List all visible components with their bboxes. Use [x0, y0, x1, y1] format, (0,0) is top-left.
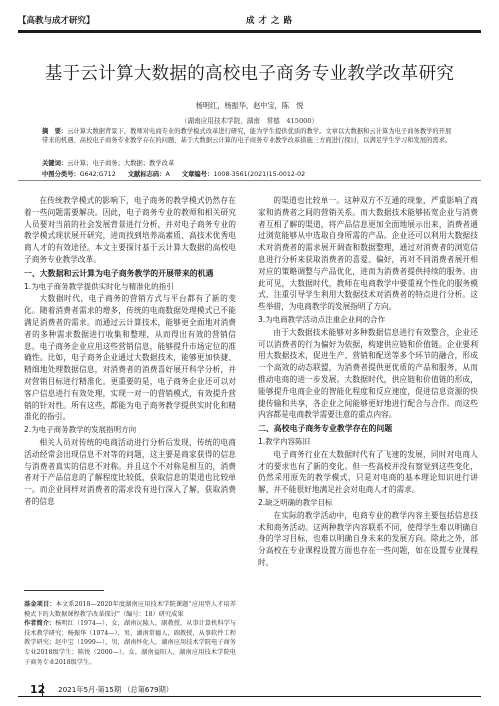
clc-value: G642;G712 [79, 171, 116, 178]
subsection-heading: 3.为电商教学活动点注重企业间的合作 [258, 314, 386, 324]
abstract [42, 127, 452, 146]
issue-info: 2021年5月·第15期 （总第679期） [58, 685, 173, 694]
body-paragraph: 在实际的教学活动中，电商专业的教学内容主要包括信息技术和商务活动。这两种教学内容联系不同，使得学生难以明确自身的学习目标，也难以明确自身未来的发展方向。除此之外，部分高校在专业课程设置方面也存在一些问题，如在设置专业课程时， [258, 510, 478, 567]
article-title: 基于云计算大数据的高校电子商务专业教学改革研究 [44, 64, 455, 84]
keywords-label: 关键词： [42, 160, 68, 167]
body-paragraph: 的渠道也比较单一。这种双方不互通的现象，严重影响了商家和消费者之间的营销关系。而大数据技术能够拓宽企业与消费者互相了解的渠道，将产品信息更加全面地展示出来，消费者通过浏览能够从中选取自身所需的产品。企业还可以利用大数据技术对消费者的需求展开调查和数据整理，通过对消费者的浏览信息进行分析来获取消费者的喜爱、偏好，再对不同消费者展开相对应的策略调整与产品优化，进而为消费者提供持续的服务。由此可见，大数据时代，教师在电商教学中要重视个性化的服务模式，注重引导学生利用大数据技术对消费者的特点进行分析。这些举措，为电商教学的发展指明了方向。 [258, 196, 478, 312]
section-label: 【高教与成才研究】 [18, 16, 95, 26]
page-footer [18, 683, 481, 697]
body-paragraph: 在传统教学模式的影响下，电子商务的教学模式仍然存在着一些问题需要解决。因此，电子商务专业的教师和相关研究人员要对当前的社会发展背景进行分析，并对电子商务专业的教学模式现状展开研究，进而找到培养高素质、高技术优秀电商人才的有效途径。本文主要探讨基于云计算大数据的高校电子商务专业教学改革。 [24, 196, 236, 264]
body-paragraph: 大数据时代，电子商务的营销方式与平台都有了新的变化。随着消费者需求的增多，传统的电商数据处理模式已不能满足消费者的需求。而通过云计算技术，能够更全面地对消费者的多种需求数据进行收集和整理，从而得出有效的营销信息。电子商务企业应用这些营销信息，能够提升市场定位的准确性。比如，电子商务企业通过大数据技术，能够更加快捷、精细地处理数据信息，对消费者的消费喜好展开科学分析，并对营销目标进行精准化。更重要的是，电子商务企业还可以对客户信息进行有效处理，实现一对一的营销模式，有效提升营销的针对性。所有这些，都能为电子商务教学提供实时化和精准化的指引。 [24, 294, 236, 422]
subsection-heading: 2.缺乏明确的教学目标 [258, 497, 333, 507]
section-heading: 二、高校电子商务专业教学存在的问题 [258, 424, 393, 434]
author-bio-text: 杨明红（1974—），女，湖南沅陵人，副教授，从事计算机科学与技术教学研究；杨振华（1974—），男，湖南常德人，副教授，从事软件工程教学研究；赵中宝（1999—），男，湖南怀化人，湖南应用技术学院电子商务专业2018级学生；陈悦（2000—），女，湖南益阳人，湖南应用技术学院电子商务专业2018级学生。 [24, 620, 236, 666]
abstract-label: 摘 要： [42, 128, 68, 135]
author-affiliation: （湖南应用技术学院，湖南 常德 415000） [180, 117, 319, 125]
abstract-text: 云计算大数据背景下，教师对电商专业的教学模式改革进行研究，能为学生提供优质的教学。文章以大数据和云计算为电子商务教学的开展带来的机遇、高校电子商务专业教学存在的问题、基于大数据云计算的电子商务专业教学改革措施三方面进行探讨，以满足学生学习和发展的需求。 [42, 128, 452, 145]
subsection-heading: 2.为电子商务教学的发展指明方向 [24, 425, 137, 435]
journal-name: 成才之路 [246, 16, 297, 26]
classification-row [42, 169, 462, 178]
footnote [24, 600, 236, 667]
funding-label: 基金项目： [24, 601, 56, 608]
subsection-heading: 1.教学内容陈旧 [258, 436, 311, 446]
doc-code-value: A [165, 171, 170, 178]
article-id-value: 1008-3561(2021)15-0012-02 [213, 171, 306, 178]
body-column-right [258, 195, 478, 569]
section-heading: 一、大数据和云计算为电子商务教学的开展带来的机遇 [24, 268, 214, 278]
clc-label: 中图分类号： [42, 171, 80, 178]
abstract-separator [18, 180, 481, 181]
body-column-left [24, 195, 236, 508]
doc-code-label: 文献标志码： [127, 171, 166, 178]
footnote-rule [24, 590, 104, 591]
footer-rule [18, 696, 481, 697]
article-authors: 杨明红，杨振华，赵中宝，陈 悦 [195, 101, 304, 110]
funding-text: 本文系2018—2020年度湖南应用技术学院课题“应用型人才培养模式下的大数据课程教学改革探讨”（编号：18）研究成果 [24, 601, 237, 618]
running-header [18, 8, 481, 32]
article-id-label: 文章编号： [181, 171, 214, 178]
page-number: 12 [30, 683, 46, 696]
body-paragraph: 由于大数据技术能够对多种数据信息进行有效整合，企业还可以消费者的行为偏好为依据，构建供应链和价值链。企业要利用大数据技术，促进生产、营销和配送等多个环节的融合，形成一个高效的动态联盟，为消费者提供更优质的产品和服务，从而推动电商的进一步发展。大数据时代，供应链和价值链的形成，能够提升电商企业的智能化程度和反应速度，促进信息资源的快捷传输和共享，各企业之间能够更好地进行配合与合作。而这些内容都是电商教学需要注意的重点内容。 [258, 327, 478, 420]
keywords-row [42, 158, 462, 167]
keywords-text: 云计算；电子商务；大数据；教学改革 [67, 160, 175, 167]
body-paragraph: 相关人员对传统的电商活动进行分析后发现，传统的电商活动经常会出现信息不对等的问题，这主要是商家获得的信息与消费者真实的信息不对称。并且这个不对称是相互的，消费者对于产品信息的了解程度比较低，获取信息的渠道也比较单一。而企业同样对消费者的需求没有进行深入了解，获取消费者的信息 [24, 437, 236, 506]
body-paragraph: 电子商务行业在大数据时代有了飞速的发展，同时对电商人才的要求也有了新的变化。但一些高校并没有察觉到这些变化，仍然采用原先的教学模式，只是对电商的基本理论知识进行讲解，并不能很好地满足社会对电商人才的需求。 [258, 449, 478, 495]
header-rule [18, 30, 481, 33]
subsection-heading: 1.为电子商务教学提供实时化与精准化的指引 [24, 281, 174, 291]
author-bio-label: 作者简介： [24, 620, 56, 628]
